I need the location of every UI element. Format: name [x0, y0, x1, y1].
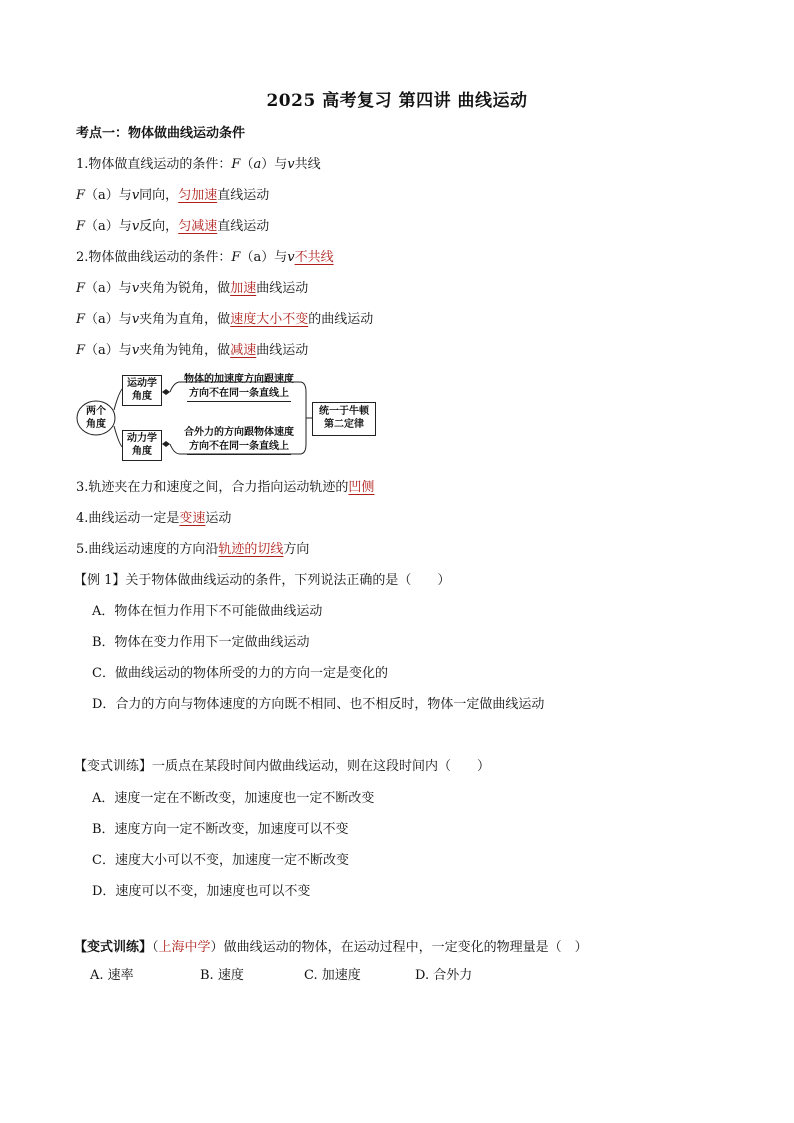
text: 直线运动 — [217, 188, 270, 203]
symbol-v: v — [287, 250, 295, 265]
exercise-2-question: 做曲线运动的物体，在运动过程中，一定变化的物理量是（ ） — [223, 940, 588, 955]
exercise-2-option-d[interactable]: D. 合外力 — [415, 968, 473, 983]
text: 反向， — [139, 219, 179, 234]
kinematics-label: 运动学 角度 — [127, 378, 157, 402]
exercise-1-option-b[interactable]: B．速度方向一定不断改变，加速度可以不变 — [92, 822, 349, 837]
text: （a） — [85, 343, 119, 358]
line-right-angle — [76, 310, 373, 330]
kinematics-node — [122, 375, 162, 406]
text: 运动 — [205, 511, 232, 526]
source-school: 上海中学 — [158, 940, 211, 955]
exercise-2-option-a[interactable]: A. 速率 — [90, 968, 134, 983]
answer-text: 加速 — [230, 281, 257, 296]
text: 2.物体做曲线运动的条件： — [76, 250, 232, 265]
symbol-v: v — [131, 219, 140, 234]
section-label: 考点一： — [76, 126, 129, 141]
page-title: 2025 高考复习 第四讲 曲线运动 — [266, 91, 528, 111]
text: （a） — [85, 312, 119, 327]
line-obtuse-angle — [76, 341, 308, 361]
answer-text: 轨迹的切线 — [218, 542, 284, 557]
text: 与 — [274, 250, 288, 265]
symbol-F: F — [231, 157, 241, 172]
text: 夹角为钝角，做 — [139, 343, 231, 358]
exercise-1-stem: 【变式训练】一质点在某段时间内做曲线运动，则在这段时间内（ ） — [74, 759, 491, 774]
kinematics-text — [172, 373, 306, 402]
text: （ — [152, 940, 159, 955]
symbol-F: F — [231, 250, 241, 265]
exercise-2-option-c[interactable]: C. 加速度 — [304, 968, 361, 983]
newton-law-node — [312, 402, 376, 436]
line-curve-condition — [76, 248, 334, 268]
symbol-v: v — [131, 188, 140, 203]
example-1-option-a[interactable]: A．物体在恒力作用下不可能做曲线运动 — [92, 604, 323, 619]
text: （a） — [85, 188, 119, 203]
text: 1.物体做直线运动的条件： — [76, 157, 232, 172]
dynamics-text-line2: 方向不在同一条直线上 — [187, 440, 291, 455]
dynamics-label: 动力学 角度 — [127, 433, 157, 457]
text: 方向 — [283, 542, 310, 557]
example-1-option-c[interactable]: C．做曲线运动的物体所受的力的方向一定是变化的 — [92, 666, 388, 681]
section-text: 物体做曲线运动条件 — [128, 126, 246, 141]
symbol-a: a — [253, 157, 262, 172]
answer-text: 匀减速 — [178, 219, 218, 234]
text: 夹角为直角，做 — [139, 312, 231, 327]
text: （a） — [85, 219, 119, 234]
answer-text: 减速 — [230, 343, 257, 358]
answer-text: 不共线 — [294, 250, 334, 265]
exercise-1-option-c[interactable]: C．速度大小可以不变，加速度一定不断改变 — [92, 853, 349, 868]
text: 直线运动 — [217, 219, 270, 234]
root-label: 两个 角度 — [86, 406, 106, 430]
newton-law-label: 统一于牛顿 第二定律 — [319, 406, 369, 430]
text: （a） — [240, 250, 275, 265]
text: 与 — [118, 312, 132, 327]
text: 夹角为锐角，做 — [139, 281, 231, 296]
line-opposite-direction — [76, 217, 269, 237]
text: 5.曲线运动速度的方向沿 — [76, 542, 219, 557]
symbol-v: v — [131, 312, 140, 327]
symbol-F: F — [76, 219, 86, 234]
example-1-option-d[interactable]: D．合力的方向与物体速度的方向既不相同、也不相反时，物体一定做曲线运动 — [92, 697, 545, 712]
text: 与 — [274, 157, 288, 172]
text: （a） — [85, 281, 119, 296]
symbol-F: F — [76, 343, 86, 358]
example-1-option-b[interactable]: B．物体在变力作用下一定做曲线运动 — [92, 635, 310, 650]
point-3 — [76, 478, 374, 498]
answer-text: 凹侧 — [348, 480, 375, 495]
line-same-direction — [76, 186, 269, 206]
exercise-2-option-b[interactable]: B. 速度 — [200, 968, 244, 983]
text: 曲线运动 — [256, 343, 309, 358]
kinematics-text-line2: 方向不在同一条直线上 — [187, 387, 291, 402]
symbol-F: F — [76, 312, 86, 327]
connector-diamond-bottom — [162, 441, 170, 447]
text: 与 — [118, 343, 132, 358]
exercise-2-stem — [74, 938, 588, 958]
symbol-v: v — [287, 157, 295, 172]
text: ） — [210, 940, 224, 955]
text: 4.曲线运动一定是 — [76, 511, 180, 526]
symbol-F: F — [76, 281, 86, 296]
text: 共线 — [294, 157, 321, 172]
section-heading — [76, 124, 245, 144]
exercise-label: 【变式训练】 — [74, 940, 153, 955]
line-straight-condition — [76, 155, 321, 175]
dynamics-text — [172, 426, 306, 455]
answer-text: 速度大小不变 — [230, 312, 309, 327]
exercise-1-option-a[interactable]: A．速度一定在不断改变，加速度也一定不断改变 — [92, 791, 375, 806]
text: 与 — [118, 219, 132, 234]
kinematics-text-line1: 物体的加速度方向跟速度 — [184, 374, 294, 385]
symbol-F: F — [76, 188, 86, 203]
exercise-1-option-d[interactable]: D．速度可以不变，加速度也可以不变 — [92, 884, 311, 899]
concept-diagram — [76, 372, 396, 464]
dynamics-node — [122, 430, 162, 461]
text: 3.轨迹夹在力和速度之间，合力指向运动轨迹的 — [76, 480, 349, 495]
line-acute-angle — [76, 279, 308, 299]
example-1-stem: 【例 1】关于物体做曲线运动的条件，下列说法正确的是（ ） — [74, 573, 451, 588]
symbol-v: v — [131, 281, 140, 296]
point-4 — [76, 509, 231, 529]
text: ） — [261, 157, 275, 172]
text: 的曲线运动 — [308, 312, 374, 327]
text: （ — [240, 157, 254, 172]
answer-text: 变速 — [179, 511, 206, 526]
answer-text: 匀加速 — [178, 188, 218, 203]
text: 与 — [118, 281, 132, 296]
root-node — [79, 403, 113, 435]
symbol-v: v — [131, 343, 140, 358]
text: 与 — [118, 188, 132, 203]
point-5 — [76, 540, 309, 560]
connector-diamond-top — [162, 389, 170, 395]
text: 同向， — [139, 188, 179, 203]
text: 曲线运动 — [256, 281, 309, 296]
dynamics-text-line1: 合外力的方向跟物体速度 — [184, 427, 294, 438]
